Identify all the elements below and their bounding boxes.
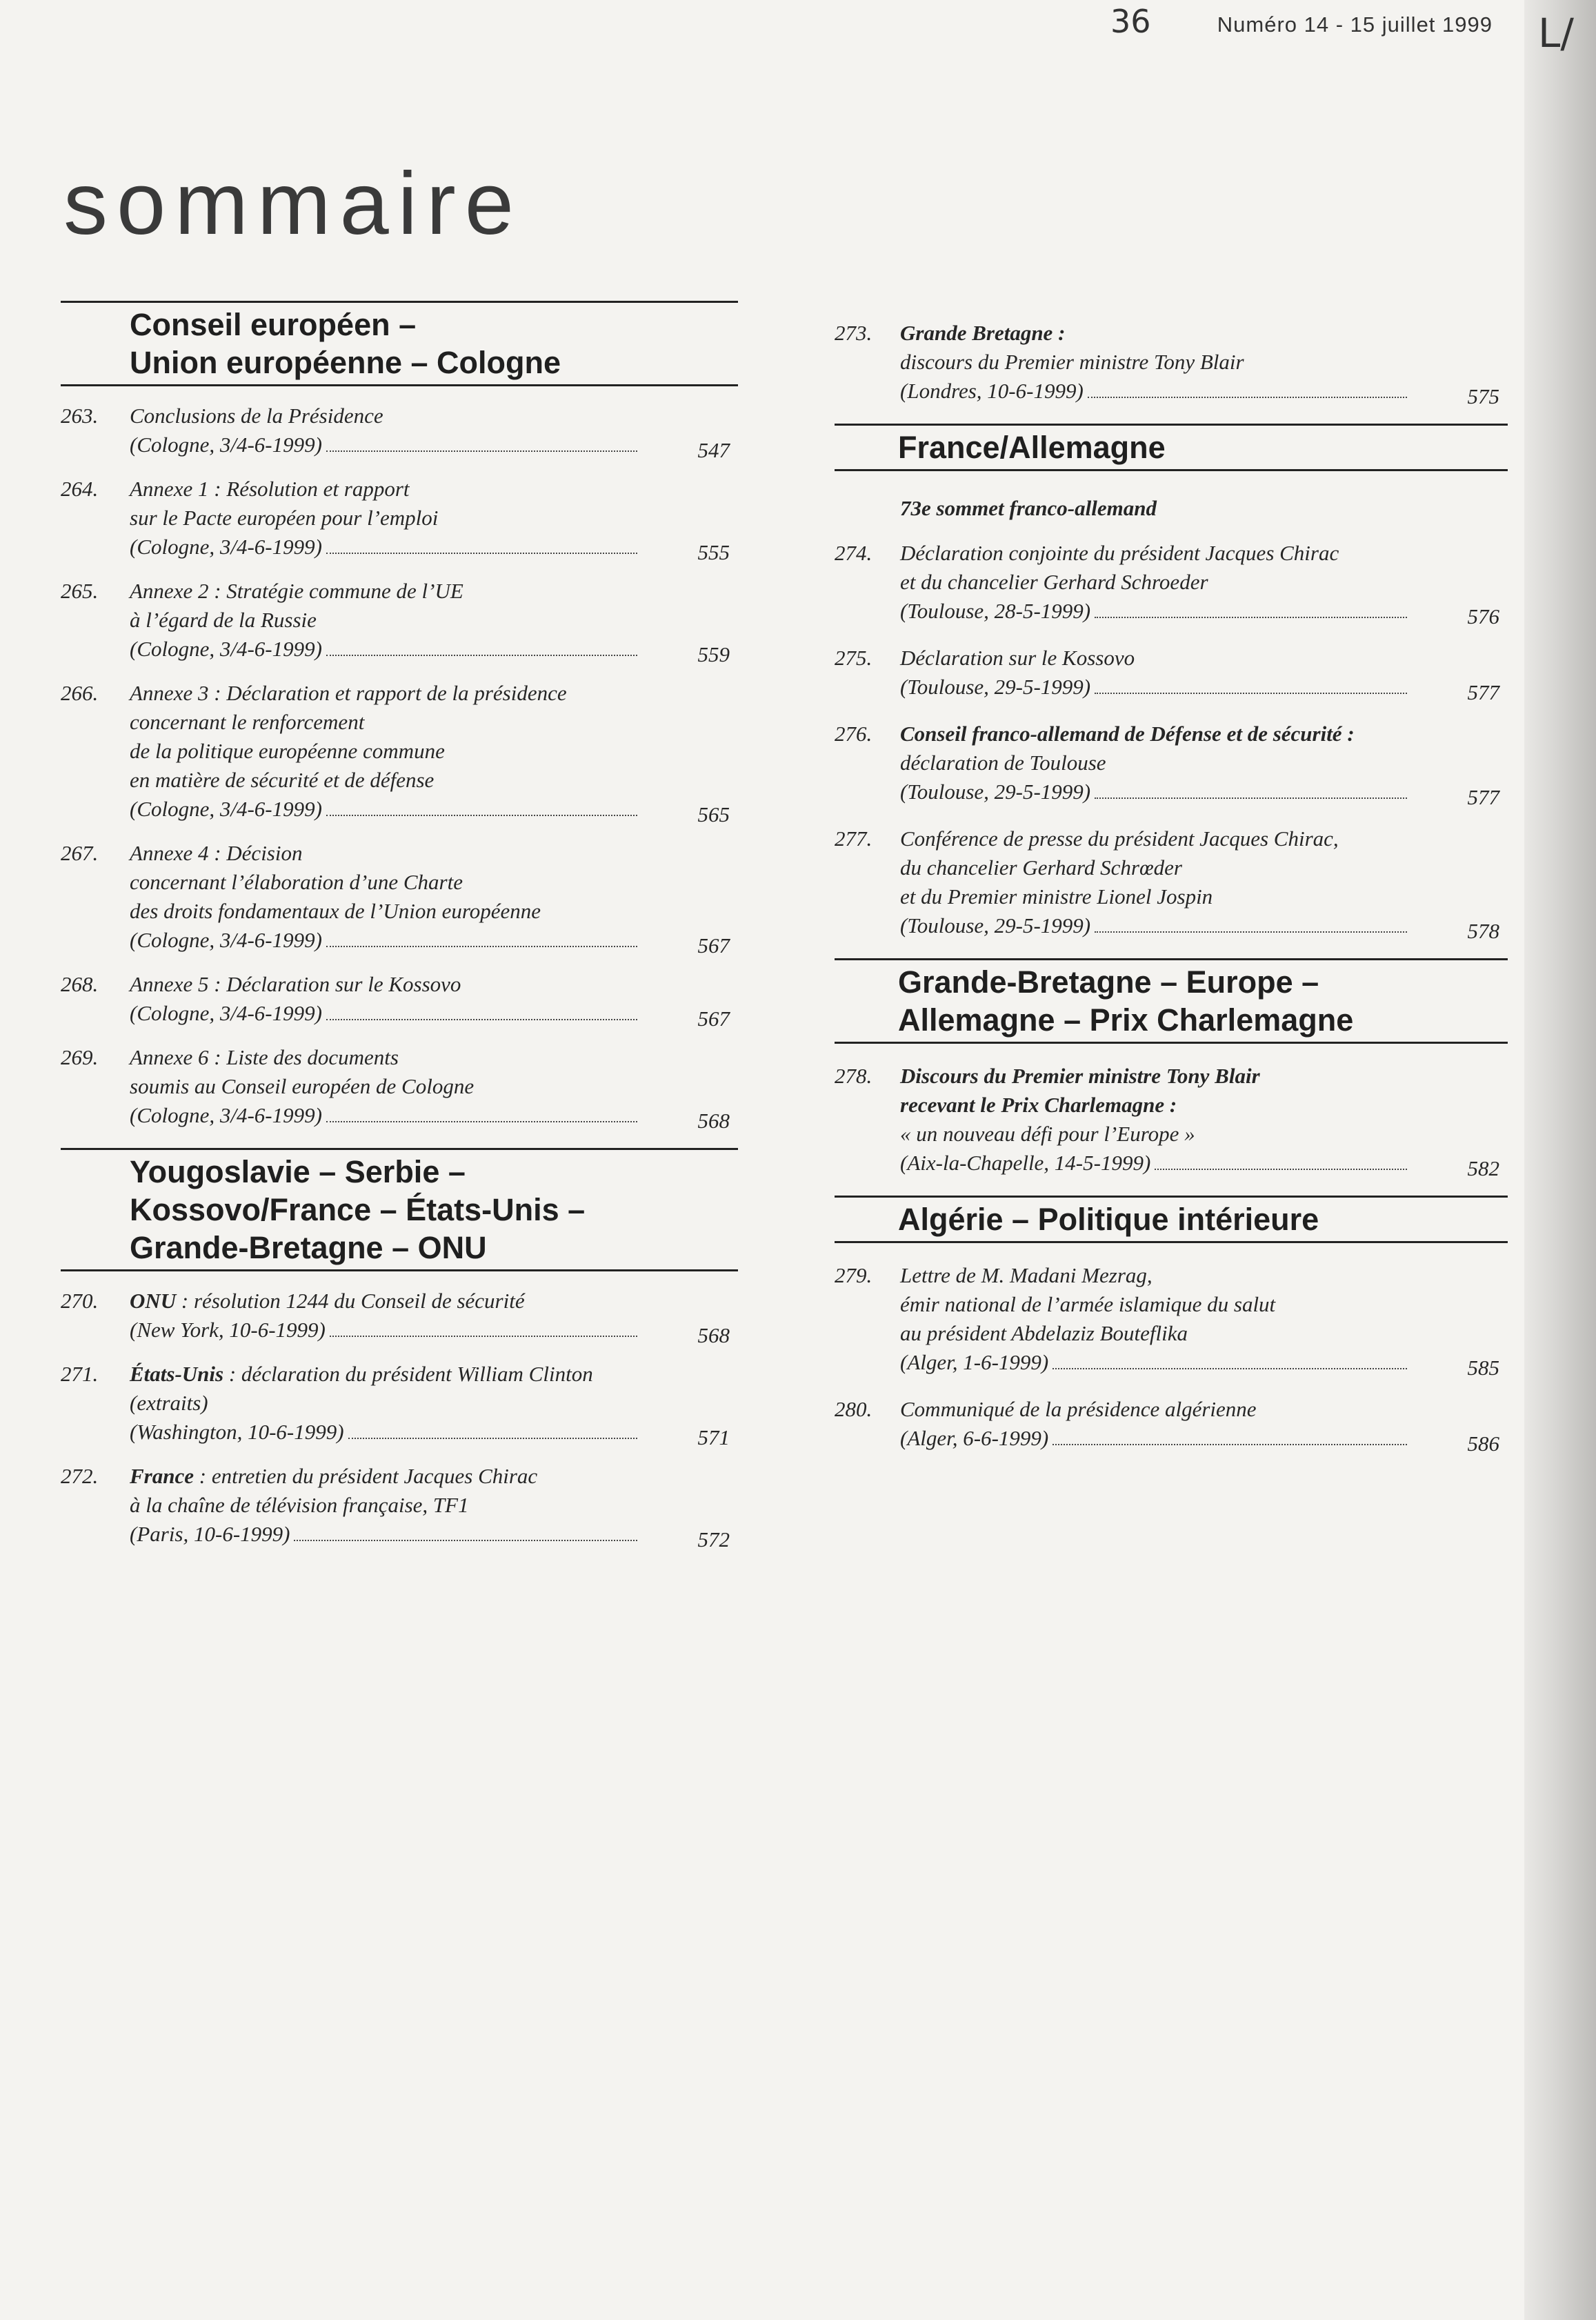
toc-section	[835, 319, 1508, 424]
entry-page-number: 559	[697, 642, 730, 666]
entry-source-line	[130, 1316, 738, 1345]
right-column	[835, 301, 1508, 1471]
entry-line: « un nouveau défi pour l’Europe »	[900, 1122, 1195, 1146]
entry-number: 277.	[835, 826, 872, 851]
entry-source: (Paris, 10-6-1999)	[130, 1522, 290, 1546]
dot-leader	[1088, 396, 1407, 398]
entry-page-number: 577	[1467, 785, 1499, 809]
section-heading-line: Grande-Bretagne – ONU	[130, 1230, 487, 1265]
entry-source: (Alger, 6-6-1999)	[900, 1426, 1049, 1450]
entry-line: France : entretien du président Jacques Chirac	[130, 1464, 538, 1488]
toc-entry	[61, 1360, 738, 1447]
section-heading	[835, 1196, 1508, 1243]
entry-line: États-Unis : déclaration du président William Clinton	[130, 1362, 593, 1386]
entry-page-number: 568	[697, 1323, 730, 1347]
entry-source-line	[130, 1101, 738, 1133]
page-title: sommaire	[63, 155, 523, 253]
entry-source-line	[130, 1520, 738, 1549]
entry-source: (Toulouse, 29-5-1999)	[900, 780, 1091, 804]
entry-line: du chancelier Gerhard Schrœder	[900, 855, 1182, 880]
dot-leader	[326, 945, 637, 947]
toc-entry	[61, 401, 738, 462]
entry-page-number: 571	[697, 1425, 730, 1449]
entry-source: (Washington, 10-6-1999)	[130, 1420, 344, 1444]
entry-source-line	[130, 926, 738, 958]
section-heading-line: Conseil européen –	[130, 307, 417, 342]
section-gap	[835, 406, 1508, 424]
entry-number: 266.	[61, 681, 99, 705]
dot-leader	[330, 1335, 637, 1337]
section-heading	[835, 424, 1508, 471]
entry-bold-title: Grande Bretagne :	[900, 321, 1066, 345]
entry-line: (extraits)	[130, 1391, 208, 1415]
dot-leader	[1095, 692, 1407, 694]
section-heading-line: Algérie – Politique intérieure	[898, 1202, 1319, 1237]
dot-leader	[1095, 931, 1407, 933]
entry-line	[900, 319, 1508, 348]
toc-entry	[61, 475, 738, 562]
entry-source: (New York, 10-6-1999)	[130, 1318, 326, 1342]
toc-entry	[835, 824, 1508, 943]
entry-line: en matière de sécurité et de défense	[130, 768, 435, 792]
entry-page-number: 567	[697, 1007, 730, 1031]
handwritten-page-number: 36	[1110, 3, 1151, 40]
dot-leader	[1053, 1367, 1407, 1369]
dot-leader	[326, 552, 637, 554]
entry-line: discours du Premier ministre Tony Blair	[900, 350, 1244, 374]
entry-line: concernant le renforcement	[130, 710, 365, 734]
toc-entry	[835, 720, 1508, 809]
dot-leader	[294, 1539, 637, 1541]
entry-number: 268.	[61, 972, 99, 996]
left-column	[61, 301, 738, 1567]
toc-entry	[61, 1462, 738, 1549]
entry-page-number: 567	[697, 933, 730, 958]
entry-line	[900, 1062, 1508, 1091]
section-gap	[835, 940, 1508, 958]
entry-line: de la politique européenne commune	[130, 739, 445, 763]
toc-entry	[61, 1287, 738, 1345]
entry-source-line	[900, 1424, 1508, 1456]
dot-leader	[1053, 1443, 1407, 1445]
entry-line: déclaration de Toulouse	[900, 751, 1106, 775]
entry-source-line	[900, 377, 1508, 406]
entry-line: Déclaration sur le Kossovo	[900, 646, 1135, 670]
entry-source: (Cologne, 3/4-6-1999)	[130, 1103, 322, 1127]
section-heading-line: Union européenne – Cologne	[130, 345, 561, 380]
entry-line: à l’égard de la Russie	[130, 608, 317, 632]
section-gap	[61, 1130, 738, 1148]
entry-source-line	[900, 911, 1508, 943]
entry-source-line	[130, 533, 738, 562]
dot-leader	[1095, 616, 1407, 618]
entry-line: Annexe 2 : Stratégie commune de l’UE	[130, 579, 463, 603]
entry-page-number: 555	[697, 540, 730, 564]
entry-line: Conclusions de la Présidence	[130, 404, 383, 428]
entry-number: 275.	[835, 646, 872, 670]
section-gap	[61, 1549, 738, 1567]
section-heading-line: France/Allemagne	[898, 430, 1166, 465]
entry-source: (Cologne, 3/4-6-1999)	[130, 928, 322, 952]
dot-leader	[326, 654, 637, 656]
entry-number: 264.	[61, 477, 99, 501]
entry-source-line	[130, 795, 738, 824]
entry-bold-title: États-Unis	[130, 1362, 224, 1386]
entry-bold-title: Conseil franco-allemand de Défense et de sécurité :	[900, 722, 1355, 746]
entry-source: (Toulouse, 29-5-1999)	[900, 675, 1091, 699]
entry-line: soumis au Conseil européen de Cologne	[130, 1074, 475, 1098]
entry-source: (Cologne, 3/4-6-1999)	[130, 1001, 322, 1025]
entry-source: (Aix-la-Chapelle, 14-5-1999)	[900, 1151, 1151, 1175]
dot-leader	[326, 450, 637, 452]
handwritten-mark: L/	[1538, 10, 1574, 57]
entry-number: 274.	[835, 541, 872, 565]
entry-line: au président Abdelaziz Bouteflika	[900, 1321, 1188, 1345]
entry-source-line	[900, 1149, 1508, 1178]
entry-page-number: 582	[1467, 1156, 1499, 1180]
entry-line: Annexe 5 : Déclaration sur le Kossovo	[130, 972, 461, 996]
entry-source-line	[130, 999, 738, 1031]
dot-leader	[1155, 1168, 1407, 1170]
entry-number: 273.	[835, 321, 872, 345]
entry-line: Annexe 4 : Décision	[130, 841, 303, 865]
entry-line: à la chaîne de télévision française, TF1	[130, 1493, 469, 1517]
section-heading	[61, 1148, 738, 1271]
entry-page-number: 586	[1467, 1431, 1499, 1456]
toc-entry	[61, 839, 738, 958]
toc-entry	[61, 970, 738, 1031]
entry-page-number: 578	[1467, 919, 1499, 943]
entry-bold-title: ONU	[130, 1289, 177, 1313]
entry-source: (Cologne, 3/4-6-1999)	[130, 535, 322, 559]
entry-number: 269.	[61, 1045, 99, 1069]
entry-page-number: 572	[697, 1527, 730, 1551]
entry-number: 271.	[61, 1362, 99, 1386]
entry-line: Lettre de M. Madani Mezrag,	[900, 1263, 1153, 1287]
section-heading-line: Yougoslavie – Serbie –	[130, 1154, 466, 1189]
entry-page-number: 547	[697, 438, 730, 462]
toc-entry	[61, 577, 738, 664]
issue-header: Numéro 14 - 15 juillet 1999	[1217, 12, 1493, 37]
dot-leader	[326, 814, 637, 816]
entry-number: 265.	[61, 579, 99, 603]
page-edge-shadow	[1524, 0, 1596, 2320]
entry-source: (Londres, 10-6-1999)	[900, 379, 1084, 403]
section-heading-line: Allemagne – Prix Charlemagne	[898, 1002, 1354, 1038]
entry-line: Annexe 6 : Liste des documents	[130, 1045, 399, 1069]
toc-section	[835, 1196, 1508, 1471]
entry-line: concernant l’élaboration d’une Charte	[130, 870, 463, 894]
entry-number: 267.	[61, 841, 99, 865]
entry-line: et du chancelier Gerhard Schroeder	[900, 570, 1208, 594]
section-heading-line: Grande-Bretagne – Europe –	[898, 964, 1319, 1000]
entry-source-line	[900, 673, 1508, 702]
toc-entry	[835, 319, 1508, 406]
section-heading-line: Kossovo/France – États-Unis –	[130, 1192, 586, 1227]
entry-line: sur le Pacte européen pour l’emploi	[130, 506, 439, 530]
toc-entry	[835, 1062, 1508, 1178]
entry-number: 279.	[835, 1263, 872, 1287]
entry-bold-title: France	[130, 1464, 194, 1488]
entry-line: Déclaration conjointe du président Jacques Chirac	[900, 541, 1339, 565]
entry-number: 280.	[835, 1397, 872, 1421]
entry-number: 278.	[835, 1064, 872, 1088]
entry-number: 276.	[835, 722, 872, 746]
entry-page-number: 568	[697, 1109, 730, 1133]
entry-source-line	[900, 597, 1508, 626]
entry-bold-title: Discours du Premier ministre Tony Blair	[900, 1064, 1260, 1088]
entry-source: (Cologne, 3/4-6-1999)	[130, 797, 322, 821]
entry-number: 263.	[61, 404, 99, 428]
entry-source-line	[900, 1348, 1508, 1380]
entry-source: (Cologne, 3/4-6-1999)	[130, 637, 322, 661]
entry-line: Conférence de presse du président Jacques Chirac,	[900, 826, 1339, 851]
dot-leader	[326, 1120, 637, 1122]
entry-line: Communiqué de la présidence algérienne	[900, 1397, 1257, 1421]
entry-source-line	[130, 430, 738, 462]
entry-source-line	[130, 635, 738, 664]
section-heading	[835, 958, 1508, 1044]
section-gap	[835, 1453, 1508, 1471]
entry-line: émir national de l’armée islamique du salut	[900, 1292, 1276, 1316]
entry-page-number: 565	[697, 802, 730, 826]
entry-line	[900, 720, 1508, 748]
toc-section	[835, 424, 1508, 958]
entry-line: Annexe 1 : Résolution et rapport	[130, 477, 410, 501]
toc-entry	[835, 539, 1508, 626]
entry-page-number: 576	[1467, 604, 1499, 628]
entry-source: (Toulouse, 28-5-1999)	[900, 599, 1091, 623]
entry-page-number: 585	[1467, 1356, 1499, 1380]
entry-source-line	[900, 777, 1508, 809]
section-subheading: 73e sommet franco-allemand	[900, 496, 1157, 520]
toc-entry	[61, 679, 738, 824]
toc-section	[61, 1148, 738, 1567]
dot-leader	[1095, 797, 1407, 799]
entry-line: Annexe 3 : Déclaration et rapport de la présidence	[130, 681, 567, 705]
entry-page-number: 577	[1467, 680, 1499, 704]
dot-leader	[348, 1437, 637, 1439]
entry-page-number: 575	[1467, 384, 1499, 408]
toc-entry	[835, 1395, 1508, 1456]
entry-number: 272.	[61, 1464, 99, 1488]
entry-line: recevant le Prix Charlemagne :	[900, 1093, 1177, 1117]
entry-line: des droits fondamentaux de l’Union européenne	[130, 899, 541, 923]
toc-section	[61, 301, 738, 1148]
toc-section	[835, 958, 1508, 1196]
toc-entry	[835, 1261, 1508, 1380]
entry-source: (Toulouse, 29-5-1999)	[900, 913, 1091, 938]
entry-number: 270.	[61, 1289, 99, 1313]
section-heading	[61, 301, 738, 386]
toc-entry	[835, 644, 1508, 702]
entry-source: (Alger, 1-6-1999)	[900, 1350, 1049, 1374]
toc-entry	[61, 1043, 738, 1133]
entry-line: ONU : résolution 1244 du Conseil de sécurité	[130, 1289, 525, 1313]
entry-source: (Cologne, 3/4-6-1999)	[130, 433, 322, 457]
entry-source-line	[130, 1418, 738, 1447]
section-gap	[835, 1178, 1508, 1196]
entry-line: et du Premier ministre Lionel Jospin	[900, 884, 1213, 909]
dot-leader	[326, 1018, 637, 1020]
